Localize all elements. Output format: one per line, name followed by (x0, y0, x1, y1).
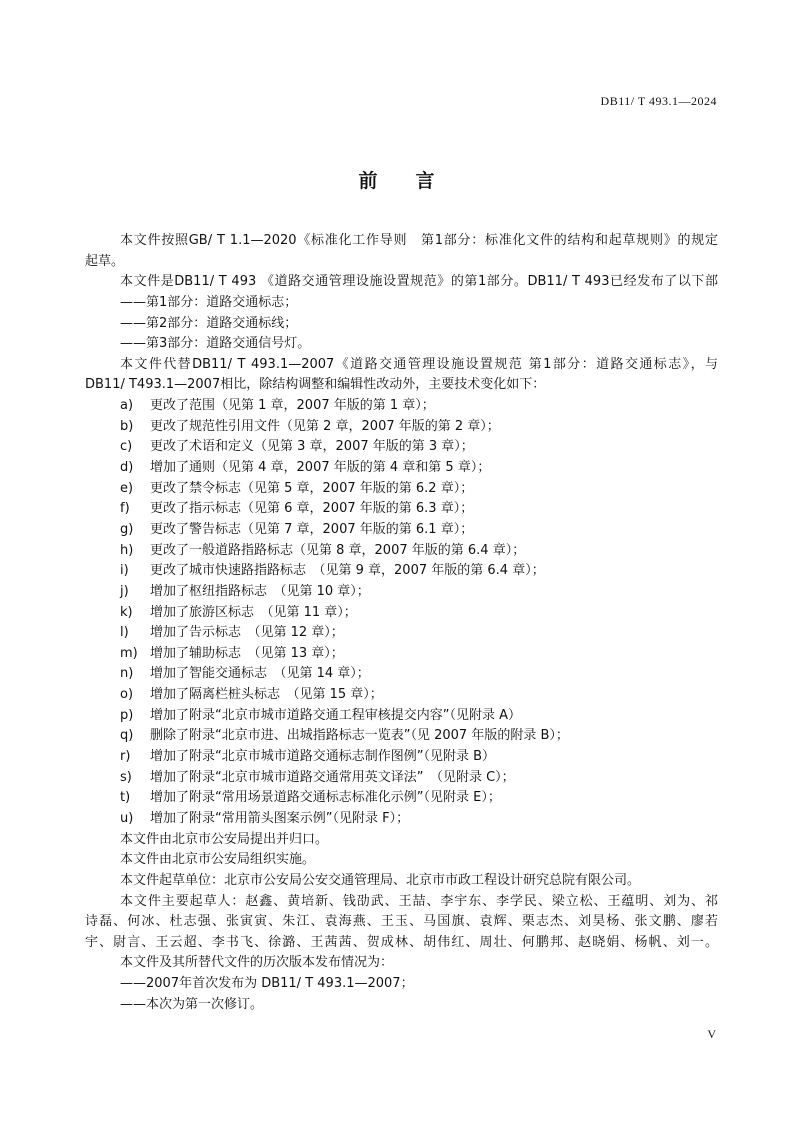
text-line: 本文件及其所替代文件的历次版本发布情况为： (120, 955, 394, 971)
page-number: V (707, 1027, 716, 1041)
list-item-text: 更改了禁令标志（见第 5 章，2007 年版的第 6.2 章）； (150, 480, 474, 496)
list-item-label: p) (120, 707, 134, 723)
list-item-label: i) (120, 563, 129, 579)
text-line: 本文件由北京市公安局组织实施。 (120, 852, 316, 868)
list-item (85, 644, 718, 665)
list-item (85, 520, 718, 541)
list-item (85, 623, 718, 644)
list-item-label: c) (120, 439, 133, 455)
text-line: ——第1部分：道路交通标志； (120, 294, 298, 310)
list-item-label: d) (120, 460, 134, 476)
text-line: ——本次为第一次修订。 (120, 996, 264, 1012)
list-item (85, 582, 718, 603)
list-item (85, 788, 718, 809)
text-line: ——第3部分：道路交通信号灯。 (120, 336, 311, 352)
list-item (85, 561, 718, 582)
list-item-label: h) (120, 542, 134, 558)
list-item (85, 603, 718, 624)
list-item-label: r) (120, 749, 131, 765)
foreword-body (85, 231, 718, 1015)
list-item-text: 增加了旅游区标志 （见第 11 章）； (150, 604, 357, 620)
list-item (85, 437, 718, 458)
list-item-text: 增加了告示标志 （见第 12 章）； (150, 625, 344, 641)
list-item-label: j) (120, 583, 129, 599)
list-item-text: 增加了附录“常用箭头图案示例”（见附录 F）； (150, 810, 410, 826)
list-item-text: 更改了范围（见第 1 章，2007 年版的第 1 章）； (150, 398, 435, 414)
list-item-label: m) (120, 645, 138, 661)
list-item-text: 增加了智能交通标志 （见第 14 章）； (150, 666, 370, 682)
list-item-text: 更改了术语和定义（见第 3 章，2007 年版的第 3 章）； (150, 439, 474, 455)
text-line: 本文件由北京市公安局提出并归口。 (120, 831, 329, 847)
list-item-label: q) (120, 728, 134, 744)
document-code-header: DB11/ T 493.1—2024 (600, 94, 717, 108)
list-item-label: b) (120, 418, 134, 434)
list-item-text: 增加了通则（见第 4 章，2007 年版的第 4 章和第 5 章）； (150, 460, 491, 476)
text-line: ——2007年首次发布为 DB11/ T 493.1—2007； (120, 976, 414, 992)
list-item (85, 747, 718, 768)
changes-list (85, 396, 718, 829)
list-item-text: 增加了附录“常用场景道路交通标志标准化示例”（见附录 E）； (150, 790, 501, 806)
list-item-label: l) (120, 625, 129, 641)
list-item-text: 增加了附录“北京市城市道路交通工程审核提交内容”（见附录 A） (150, 707, 521, 723)
list-item (85, 726, 718, 747)
list-item-label: s) (120, 769, 132, 785)
list-item-label: u) (120, 810, 134, 826)
list-item-text: 删除了附录“北京市进、出城指路标志一览表”（见 2007 年版的附录 B）； (150, 728, 569, 744)
text-line: 宇、尉言、王云超、李书飞、徐潞、王茜茜、贺成林、胡伟红、周壮、何鹏邦、赵晓娟、杨帆、刘一。 (85, 934, 718, 950)
list-item-text: 更改了警告标志（见第 7 章，2007 年版的第 6.1 章）； (150, 521, 474, 537)
list-item (85, 768, 718, 789)
list-item (85, 458, 718, 479)
list-item-label: n) (120, 666, 134, 682)
list-item (85, 417, 718, 438)
text-line: 本文件起草单位：北京市公安局公安交通管理局、北京市市政工程设计研究总院有限公司。 (120, 872, 641, 888)
list-item-label: t) (120, 790, 131, 806)
list-item (85, 396, 718, 417)
list-item-text: 更改了规范性引用文件（见第 2 章，2007 年版的第 2 章）； (150, 418, 500, 434)
list-item (85, 809, 718, 830)
list-item-text: 更改了一般道路指路标志（见第 8 章，2007 年版的第 6.4 章）； (150, 542, 526, 558)
intro-section (85, 231, 718, 396)
text-line: 本文件是DB11/ T 493 《道路交通管理设施设置规范》的第1部分。DB11/ T 493已经发布了以下部 (120, 274, 718, 290)
list-item-label: e) (120, 480, 134, 496)
list-item (85, 499, 718, 520)
list-item-text: 增加了辅助标志 （见第 13 章）； (150, 645, 344, 661)
page-title: 前言 (358, 170, 473, 192)
list-item-text: 更改了指示标志（见第 6 章，2007 年版的第 6.3 章）； (150, 501, 474, 517)
list-item (85, 685, 718, 706)
text-line: 本文件代替DB11/ T 493.1—2007《道路交通管理设施设置规范 第1部分：道路交通标志》，与 (120, 356, 718, 372)
list-item-text: 增加了隔离栏桩头标志 （见第 15 章）； (150, 687, 383, 703)
list-item (85, 479, 718, 500)
list-item (85, 706, 718, 727)
text-line: ——第2部分：道路交通标线； (120, 315, 298, 331)
list-item-label: k) (120, 604, 133, 620)
list-item-text: 更改了城市快速路指路标志 （见第 9 章，2007 年版的第 6.4 章）； (150, 563, 545, 579)
text-line: 起草。 (85, 253, 125, 269)
list-item (85, 664, 718, 685)
text-line: 本文件按照GB/ T 1.1—2020《标准化工作导则 第1部分：标准化文件的结构和起草规则》的规定 (120, 233, 718, 248)
text-line: DB11/ T493.1—2007相比，除结构调整和编辑性改动外，主要技术变化如下： (85, 377, 546, 393)
list-item-label: g) (120, 521, 134, 537)
list-item-text: 增加了附录“北京市城市道路交通标志制作图例”（见附录 B） (150, 749, 496, 765)
list-item-label: f) (120, 501, 130, 517)
list-item-label: a) (120, 398, 134, 414)
list-item-text: 增加了附录“北京市城市道路交通常用英文译法” （见附录 C）； (150, 769, 515, 785)
text-line: 本文件主要起草人：赵鑫、黄培新、钱劭武、王喆、李宇东、李学民、梁立松、王蕴明、刘为、祁 (120, 893, 718, 909)
text-line: 诗磊、何冰、杜志强、张寅寅、朱江、袁海燕、王玉、马国旗、袁辉、栗志杰、刘昊杨、张文鹏、廖若 (85, 914, 718, 930)
list-item-text: 增加了枢纽指路标志 （见第 10 章）； (150, 583, 370, 599)
list-item-label: o) (120, 687, 134, 703)
list-item (85, 541, 718, 562)
closing-section (85, 830, 718, 1016)
